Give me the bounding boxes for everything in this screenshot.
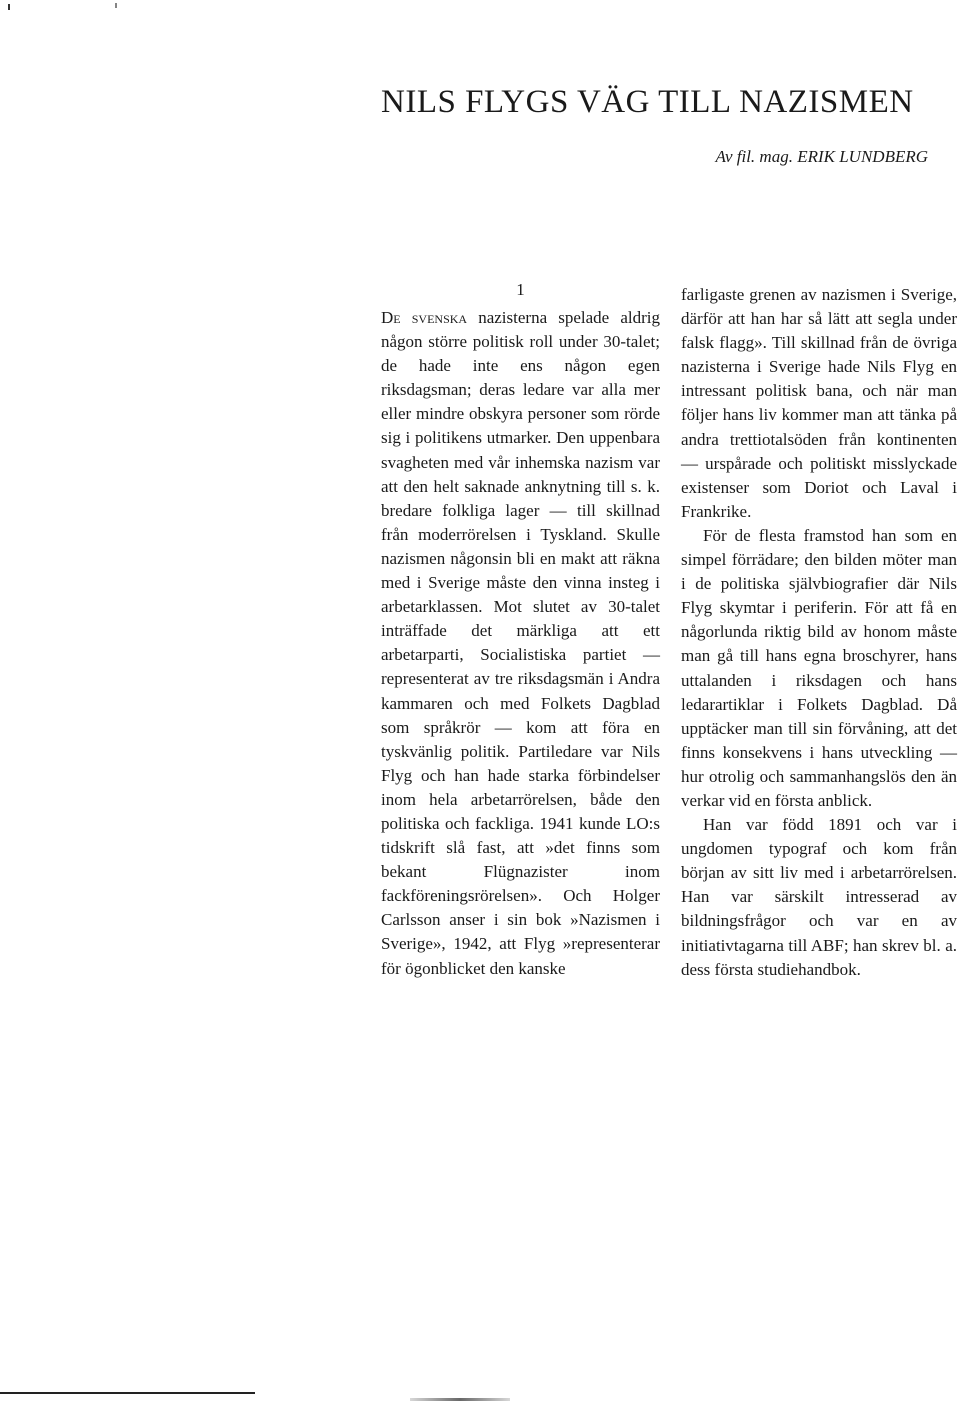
bottom-rule [0,1392,255,1394]
section-number: 1 [516,280,525,299]
left-column [381,306,660,981]
article-title: NILS FLYGS VÄG TILL NAZISMEN [381,84,914,120]
right-column-paragraph: Han var född 1891 och var i ungdomen typograf och kom från början av sitt liv med i arbetarrörelsen. Han var särskilt intresserad av bildningsfrågor och var en av initiativtagarna till ABF; han skrev bl. a. dess första studiehandbok. [681,815,957,979]
scan-artifact [115,3,117,8]
right-column-paragraph: farligaste grenen av nazismen i Sverige, därför att han har så lätt att segla under falsk flagg». Till skillnad från de övriga nazisterna i Sverige hade Nils Flyg en intressant politisk bana, och när man följer hans liv kommer man att tänka på andra trettiotalsöden från kontinenten — urspårade och politiskt misslyckade existenser som Doriot och Laval i Frankrike. [681,285,957,521]
scan-artifact [8,4,10,10]
article-byline: Av fil. mag. ERIK LUNDBERG [715,147,928,166]
opening-smallcaps: De svenska [381,308,468,327]
right-column [681,283,957,982]
opening-paragraph-text: nazisterna spelade aldrig någon större politisk roll under 30-talet; de hade inte ens någon egen riksdagsman; deras ledare var alla mer eller mindre obskyra personer som rörde sig i politikens utmarker. Den uppenbara svagheten med vår inhemska nazism var att den helt saknade anknytning till s. k. bredare folkliga lager — till skillnad från moderrörelsen i Tyskland. Skulle nazismen någonsin bli en makt att räkna med i Sverige måste den vinna insteg i arbetarklassen. Mot slutet av 30-talet inträffade det märkliga att ett arbetarparti, Socialistiska partiet — representerat av tre riksdagsmän i Andra kammaren och med Folkets Dagblad som språkrör — kom att föra en tyskvänlig politik. Partiledare var Nils Flyg och han hade starka förbindelser inom hela arbetarrörelsen, både den politiska och fackliga. 1941 kunde LO:s tidskrift slå fast, att »det finns som bekant Flügnazister inom fackföreningsrörelsen». Och Holger Carlsson anser i sin bok »Nazismen i Sverige», 1942, att Flyg »representerar för ögonblicket den kanske [381,308,660,978]
right-column-paragraph: För de flesta framstod han som en simpel förrädare; den bilden möter man i de politiska självbiografier där Nils Flyg skymtar i periferin. För att få en någorlunda riktig bild av honom måste man gå till hans egna broschyrer, hans uttalanden i riksdagen och hans ledarartiklar i Folkets Dagblad. Då upptäcker man till sin förvåning, att det finns konsekvens i hans utveckling — hur otrolig och sammanhangslös den än verkar vid en första anblick. [681,525,957,810]
scan-artifact [410,1398,510,1401]
left-column-paragraph [381,306,660,981]
